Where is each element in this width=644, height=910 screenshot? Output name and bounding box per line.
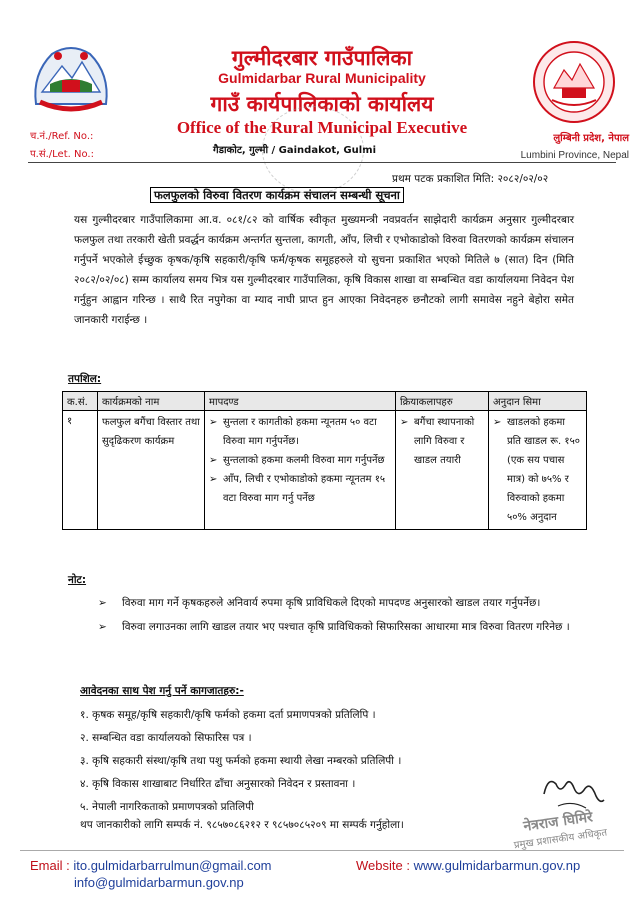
arrow-bullet-icon: ➢: [98, 621, 107, 633]
email-label: Email :: [30, 858, 70, 873]
arrow-bullet-icon: ➢: [209, 417, 218, 428]
province-block: [521, 130, 629, 161]
municipality-name-nepali: गुल्मीदरबार गाउँपालिका: [231, 46, 413, 70]
notice-title: [150, 188, 404, 203]
cell-sn: १: [63, 411, 98, 530]
col-subsidy: अनुदान सिमा: [489, 392, 587, 411]
arrow-bullet-icon: ➢: [400, 417, 409, 428]
cell-subsidy: [489, 411, 587, 530]
signatory-title: प्रमुख प्रशासकीय अधिकृत: [513, 827, 608, 852]
email-link-secondary[interactable]: info@gulmidarbarmun.gov.np: [74, 875, 244, 890]
website-label: Website :: [356, 858, 410, 873]
municipality-name-english: Gulmidarbar Rural Municipality: [218, 70, 426, 86]
subsidy-item: ➢ खाडलको हकमा प्रति खाडल रू. १५० (एक सय पचास मात्र) को ७५% र विरुवाको हकमा ५०% अनुदान: [493, 413, 582, 527]
document-item: १. कृषक समूह/कृषि सहकारी/कृषि फर्मको हकमा दर्ता प्रमाणपत्रको प्रतिलिपि ।: [80, 709, 376, 721]
reference-labels: [30, 128, 94, 164]
footer-divider: [20, 850, 624, 851]
letter-no-label: प.सं./Let. No.:: [30, 149, 94, 160]
office-stamp-icon: [262, 106, 364, 194]
table-row: [63, 411, 587, 530]
office-name-nepali: गाउँ कार्यपालिकाको कार्यालय: [210, 92, 434, 116]
program-table: [62, 391, 587, 530]
details-label: तपशिल:: [68, 373, 102, 385]
criteria-item: ➢ आँप, लिची र एभोकाडोको हकमा न्यूनतम १५ वटा विरुवा माग गर्नु पर्नेछ: [209, 470, 391, 508]
col-program: कार्यक्रमको नाम: [98, 392, 205, 411]
col-activities: क्रियाकलापहरु: [396, 392, 489, 411]
arrow-bullet-icon: ➢: [209, 474, 218, 485]
note-item: ➢ विरुवा माग गर्ने कृषकहरुले अनिवार्य रुपमा कृषि प्राविधिकले दिएको मापदण्ड अनुसारको खाडल तयार गर्नुपर्नेछ।: [98, 593, 578, 613]
ref-no-label: च.नं./Ref. No.:: [30, 131, 94, 142]
office-name-english: Office of the Rural Municipal Executive: [176, 118, 468, 137]
cell-activities: [396, 411, 489, 530]
criteria-item: ➢ सुन्तला र कागतीको हकमा न्यूनतम ५० वटा विरुवा माग गर्नुपर्नेछ।: [209, 413, 391, 451]
website-link[interactable]: www.gulmidarbarmun.gov.np: [413, 858, 581, 873]
documents-label: आवेदनका साथ पेश गर्नु पर्ने कागजातहरु:-: [80, 685, 244, 697]
table-header-row: [63, 392, 587, 411]
document-item: ५. नेपाली नागरिकताको प्रमाणपत्रको प्रतिलिपी: [80, 801, 254, 813]
note-item: ➢ विरुवा लगाउनका लागि खाडल तयार भए पश्चात कृषि प्राविधिकको सिफारिसका आधारमा मात्र विरुवा वितरण गरिनेछ ।: [98, 617, 578, 637]
col-criteria: मापदण्ड: [205, 392, 396, 411]
notice-title-text: फलफुलको विरुवा वितरण कार्यक्रम संचालन सम्बन्धी सूचना: [150, 187, 404, 203]
cell-criteria: [205, 411, 396, 530]
documents-list: [80, 704, 540, 819]
col-sn: क.सं.: [63, 392, 98, 411]
activity-item: ➢ बगैंचा स्थापनाको लागि विरुवा र खाडल तयारी: [400, 413, 484, 470]
criteria-item: ➢ सुन्तलाको हकमा कलमी विरुवा माग गर्नुपर्नेछ: [209, 451, 391, 470]
notice-body: यस गुल्मीदरबार गाउँपालिकामा आ.व. ०८१/८२ को वार्षिक स्वीकृत मुख्यमन्त्री नवप्रवर्तन साझेदारी कार्यक्रम अनुसार गुल्मीदरबार फलफुल तथा तरकारी खेती प्रवर्द्धन कार्यक्रम अन्तर्गत सुन्तला, कागती, आँप, लिची र एभोकाडोको विरुवा वितरणको कार्यक्रम संचालन गर्नुपर्ने भएकोले ईच्छुक कृषक/कृषि सहकारी/कृषि फर्म/कृषक समूहहरुले यो सुचना प्रकाशित भएको मितिले ७ (सात) दिन (मिति २०८२/०२/०८) सम्म कार्यालय समय भित्र यस गुल्मीदरबार गाउँपालिका, कृषि विकास शाखा वा सम्बन्धित वडा कार्यालयमा निवेदन पेश गर्नुहुन आह्वान गरिन्छ । साथै रित नपुगेका वा म्याद नाघी प्राप्त हुन आएका निवेदनहरु छनौटको लागी समावेस नहुने बेहोरा समेत जानकारी गराईन्छ ।: [74, 214, 574, 326]
document-item: ४. कृषि विकास शाखाबाट निर्धारित ढाँचा अनुसारको निवेदन र प्रस्तावना ।: [80, 778, 356, 790]
arrow-bullet-icon: ➢: [209, 455, 218, 466]
notes-list: [98, 593, 578, 637]
province-english: Lumbini Province, Nepal: [520, 150, 629, 161]
arrow-bullet-icon: ➢: [98, 597, 107, 609]
header-divider: [28, 162, 616, 163]
signatory-name: नेत्रराज घिमिरे: [522, 809, 594, 835]
document-item: ३. कृषि सहकारी संस्था/कृषि तथा पशु फर्मको हकमा स्थायी लेखा नम्बरको प्रतिलिपी ।: [80, 755, 402, 767]
email-link-primary[interactable]: ito.gulmidarbarrulmun@gmail.com: [73, 858, 272, 873]
footer-website-block: [356, 858, 580, 873]
contact-line: थप जानकारीको लागि सम्पर्क नं. ९८५७०८६२१२ र ९८५७०८५२०९ मा सम्पर्क गर्नुहोला।: [80, 819, 404, 831]
arrow-bullet-icon: ➢: [493, 417, 502, 428]
province-nepali: लुम्बिनी प्रदेश, नेपाल: [553, 133, 629, 144]
footer-email-block: [30, 858, 272, 890]
document-item: २. सम्बन्धित वडा कार्यालयको सिफारिस पत्र ।: [80, 732, 252, 744]
publish-date: प्रथम पटक प्रकाशित मिति: २०८२/०२/०२: [392, 173, 549, 185]
note-label: नोट:: [68, 574, 87, 586]
cell-program: फलफुल बगैंचा विस्तार तथा सुदृढिकरण कार्यक्रम: [98, 411, 205, 530]
office-address: गैडाकोट, गुल्मी / Gaindakot, Gulmi: [213, 145, 376, 156]
